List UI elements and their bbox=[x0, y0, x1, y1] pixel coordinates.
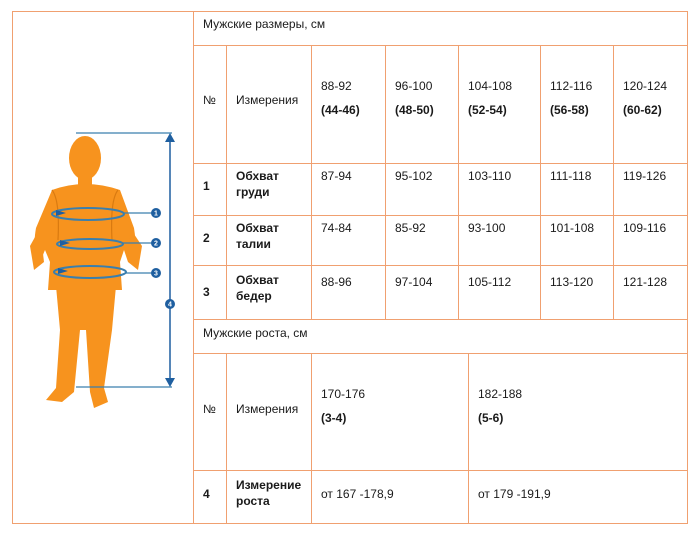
body-measurement-figure bbox=[0, 0, 194, 535]
size-ru: (52-54) bbox=[468, 103, 507, 117]
size-range: 96-100 bbox=[395, 79, 433, 93]
row-2-value-2: 85-92 bbox=[395, 221, 426, 235]
row-4-label-line2: роста bbox=[236, 494, 270, 508]
row-1-value-4: 111-118 bbox=[550, 169, 592, 183]
size-header-5 bbox=[623, 78, 667, 118]
size-header-3 bbox=[468, 78, 512, 118]
row-2-value-1: 74-84 bbox=[321, 221, 352, 235]
row-4-label-line1: Измерение bbox=[236, 478, 302, 492]
row-2-label bbox=[236, 220, 279, 252]
size-ru: (56-58) bbox=[550, 103, 589, 117]
row-3-label bbox=[236, 272, 279, 304]
row-1-value-2: 95-102 bbox=[395, 169, 433, 183]
svg-text:3: 3 bbox=[154, 270, 158, 278]
row-4-num: 4 bbox=[203, 487, 210, 501]
height-code: (3-4) bbox=[321, 411, 347, 425]
marker-1 bbox=[151, 208, 161, 218]
row-3-label-line1: Обхват bbox=[236, 273, 279, 287]
size-range: 88-92 bbox=[321, 79, 352, 93]
size-header-2 bbox=[395, 78, 434, 118]
row-1-label bbox=[236, 168, 279, 200]
row-1-value-5: 119-126 bbox=[623, 169, 667, 183]
size-header-1 bbox=[321, 78, 360, 118]
size-ru: (44-46) bbox=[321, 103, 360, 117]
height-range: 182-188 bbox=[478, 387, 523, 401]
size-range: 104-108 bbox=[468, 79, 513, 93]
heights-table-title: Мужские роста, см bbox=[203, 326, 308, 340]
row-2-label-line2: талии bbox=[236, 237, 271, 251]
heights-header-measure: Измерения bbox=[236, 402, 299, 416]
height-arrow bbox=[165, 133, 175, 387]
svg-text:4: 4 bbox=[168, 301, 172, 309]
row-2-num: 2 bbox=[203, 231, 210, 245]
row-3-value-2: 97-104 bbox=[395, 275, 433, 289]
sizes-header-num: № bbox=[203, 93, 216, 107]
row-2-value-3: 93-100 bbox=[468, 221, 506, 235]
row-4-label bbox=[236, 477, 301, 509]
height-code: (5-6) bbox=[478, 411, 504, 425]
row-3-value-3: 105-112 bbox=[468, 275, 512, 289]
marker-3 bbox=[151, 268, 161, 278]
row-3-value-1: 88-96 bbox=[321, 275, 352, 289]
row-3-value-4: 113-120 bbox=[550, 275, 594, 289]
heights-header-num: № bbox=[203, 402, 216, 416]
row-4-value-1: от 167 -178,9 bbox=[321, 487, 394, 501]
row-1-value-1: 87-94 bbox=[321, 169, 352, 183]
row-3-value-5: 121-128 bbox=[623, 275, 668, 289]
row-1-label-line1: Обхват bbox=[236, 169, 279, 183]
row-1-num: 1 bbox=[203, 179, 210, 193]
row-3-label-line2: бедер bbox=[236, 289, 272, 303]
height-range: 170-176 bbox=[321, 387, 366, 401]
row-1-label-line2: груди bbox=[236, 185, 270, 199]
size-ru: (60-62) bbox=[623, 103, 662, 117]
row-2-value-4: 101-108 bbox=[550, 221, 595, 235]
row-4-value-2: от 179 -191,9 bbox=[478, 487, 551, 501]
marker-2 bbox=[151, 238, 161, 248]
row-2-label-line1: Обхват bbox=[236, 221, 279, 235]
size-range: 112-116 bbox=[550, 79, 593, 93]
svg-text:2: 2 bbox=[154, 240, 158, 248]
svg-text:1: 1 bbox=[154, 210, 158, 218]
row-2-value-5: 109-116 bbox=[623, 221, 667, 235]
size-ru: (48-50) bbox=[395, 103, 434, 117]
marker-4 bbox=[165, 299, 175, 309]
size-range: 120-124 bbox=[623, 79, 668, 93]
height-header-1 bbox=[321, 386, 365, 426]
size-header-4 bbox=[550, 78, 592, 118]
row-1-value-3: 103-110 bbox=[468, 169, 512, 183]
height-header-2 bbox=[478, 386, 522, 426]
sizes-header-measure: Измерения bbox=[236, 93, 299, 107]
row-3-num: 3 bbox=[203, 285, 210, 299]
sizes-table-title: Мужские размеры, см bbox=[203, 17, 326, 31]
